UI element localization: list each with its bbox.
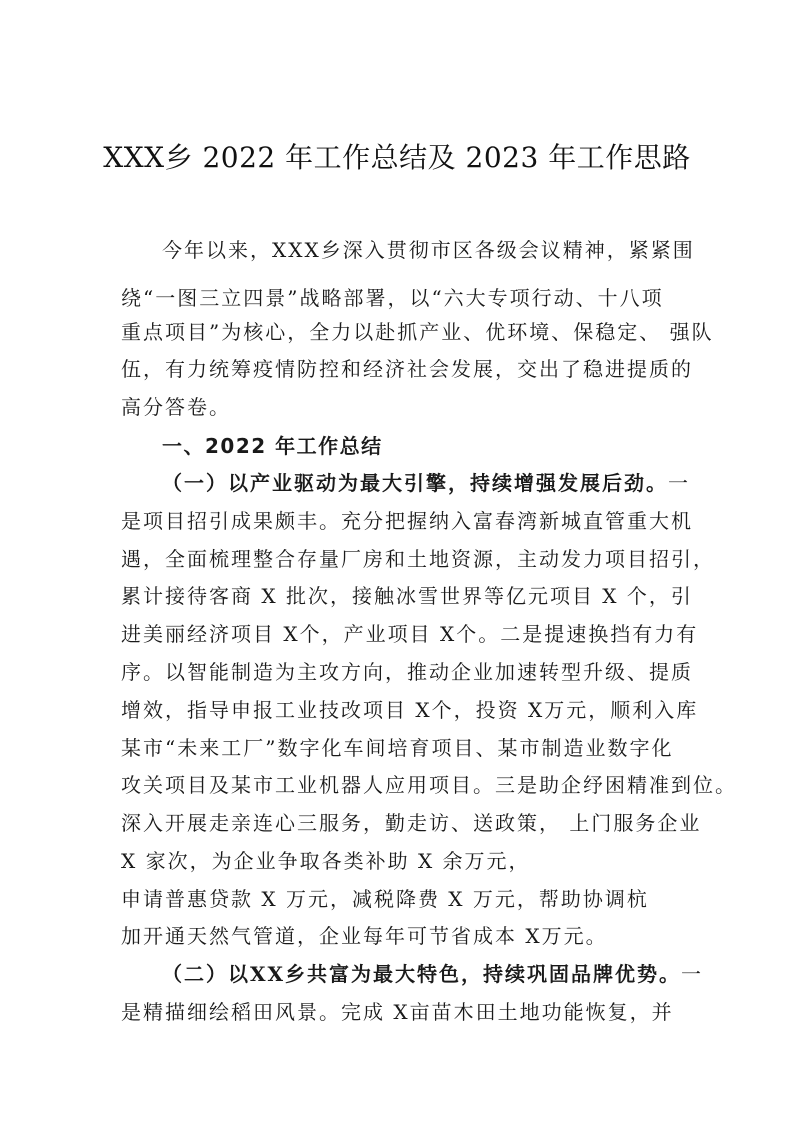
part1-line-6: 增效，指导申报工业技改项目 X个，投资 X万元，顺利入库 — [121, 698, 699, 722]
part1-line-2: 遇，全面梳理整合存量厂房和土地资源，主动发力项目招引， — [121, 547, 715, 571]
part1-line-8: 攻关项目及某市工业机器人应用项目。三是助企纾困精准到位。 — [121, 773, 737, 797]
part1-line-4: 进美丽经济项目 X个，产业项目 X个。二是提速换挡有力有 — [121, 622, 699, 646]
part1-line-11: 申请普惠贷款 X 万元，减税降费 X 万元，帮助协调杭 — [121, 887, 649, 911]
intro-line-4: 伍，有力统筹疫情防控和经济社会发展，交出了稳进提质的 — [121, 357, 693, 381]
part2-first-line — [162, 960, 703, 988]
intro-line-1: 今年以来，XXX乡深入贯彻市区各级会议精神，紧紧围 — [162, 238, 695, 262]
part2-line-1: 是精描细绘稻田风景。完成 X亩苗木田土地功能恢复，并 — [121, 1000, 674, 1024]
part1-line-3: 累计接待客商 X 批次，接触冰雪世界等亿元项目 X 个，引 — [121, 584, 693, 608]
part1-line-9: 深入开展走亲连心三服务，勤走访、送政策， 上门服务企业 — [121, 811, 702, 835]
part1-line-5: 序。以智能制造为主攻方向，推动企业加速转型升级、提质 — [121, 660, 693, 684]
part1-line-1: 是项目招引成果颇丰。充分把握纳入富春湾新城直管重大机 — [121, 509, 693, 533]
part1-line-10: X 家次，为企业争取各类补助 X 余万元， — [121, 849, 531, 873]
part2-line-0: 一 — [681, 962, 704, 986]
part1-first-line — [162, 469, 690, 497]
document-title: XXX乡 2022 年工作总结及 2023 年工作思路 — [103, 141, 691, 174]
intro-line-5: 高分答卷。 — [121, 395, 231, 419]
intro-line-3: 重点项目”为核心，全力以赴抓产业、优环境、保稳定、 强队 — [121, 320, 714, 344]
intro-line-2: 绕“一图三立四景”战略部署，以“六大专项行动、十八项 — [121, 286, 664, 310]
part1-line-12: 加开通天然气管道，企业每年可节省成本 X万元。 — [121, 924, 608, 948]
part1-line-0: 一 — [668, 471, 690, 495]
part1-line-7: 某市“未来工厂”数字化车间培育项目、某市制造业数字化 — [121, 736, 674, 760]
part1-lead: （一）以产业驱动为最大引擎，持续增强发展后劲。 — [162, 471, 668, 495]
section-heading: 一、2022 年工作总结 — [162, 434, 383, 458]
part2-lead: （二）以XX乡共富为最大特色，持续巩固品牌优势。 — [162, 962, 682, 986]
